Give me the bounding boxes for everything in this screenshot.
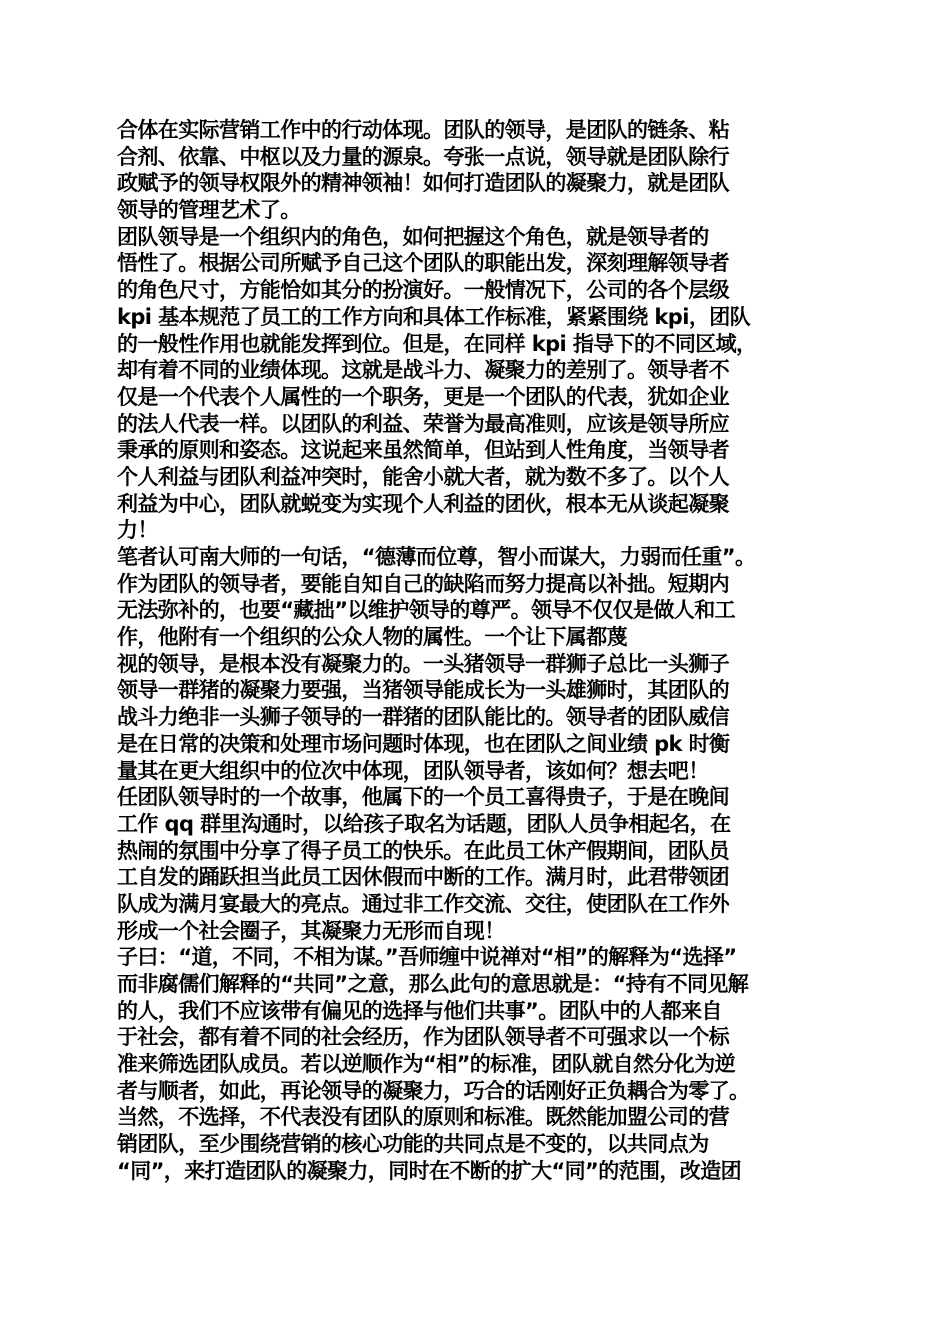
text-line: 销团队，至少围绕营销的核心功能的共同点是不变的，以共同点为	[117, 1132, 709, 1157]
text-line: 的角色尺寸，方能恰如其分的扮演好。一般情况下，公司的各个层级	[117, 278, 729, 303]
text-line: 悟性了。根据公司所赋予自己这个团队的职能出发，深刻理解领导者	[117, 251, 729, 276]
text-line: 笔者认可南大师的一句话，“德薄而位尊，智小而谋大，力弱而任重”。	[117, 545, 756, 569]
text-line: 个人利益与团队利益冲突时，能舍小就大者，就为数不多了。以个人	[117, 464, 729, 489]
text-line: 工作 qq 群里沟通时，以给孩子取名为话题，团队人员争相起名，在	[117, 811, 731, 836]
text-line: 量其在更大组织中的位次中体现，团队领导者，该如何？想去吧！	[117, 758, 709, 783]
text-line: 视的领导，是根本没有凝聚力的。一头猪领导一群狮子总比一头狮子	[117, 651, 729, 676]
text-line: 队成为满月宴最大的亮点。通过非工作交流、交往，使团队在工作外	[117, 891, 729, 916]
text-line: 仅是一个代表个人属性的一个职务，更是一个团队的代表，犹如企业	[117, 384, 729, 409]
text-line: 者与顺者，如此，再论领导的凝聚力，巧合的话刚好正负耦合为零了。	[117, 1078, 750, 1103]
text-line: 作，他附有一个组织的公众人物的属性。一个让下属都蔑	[117, 625, 627, 650]
text-line: 团队领导是一个组织内的角色，如何把握这个角色，就是领导者的	[117, 224, 709, 249]
text-line: 合剂、依靠、中枢以及力量的源泉。夸张一点说，领导就是团队除行	[117, 144, 729, 169]
text-line: “同”，来打造团队的凝聚力，同时在不断的扩大“同”的范围，改造团	[117, 1158, 742, 1183]
text-line: 无法弥补的，也要“藏拙”以维护领导的尊严。领导不仅仅是做人和工	[117, 598, 736, 623]
text-line: 利益为中心，团队就蜕变为实现个人利益的团伙，根本无从谈起凝聚	[117, 491, 729, 516]
body-text	[117, 117, 847, 1185]
text-line: 领导的管理艺术了。	[117, 198, 301, 223]
text-line: 政赋予的领导权限外的精神领袖！如何打造团队的凝聚力，就是团队	[117, 171, 729, 196]
text-line: 秉承的原则和姿态。这说起来虽然简单，但站到人性角度，当领导者	[117, 438, 729, 463]
text-line: 是在日常的决策和处理市场问题时体现，也在团队之间业绩 pk 时衡	[117, 731, 730, 756]
text-line: 作为团队的领导者，要能自知自己的缺陷而努力提高以补拙。短期内	[117, 571, 729, 596]
text-line: 子曰：“道，不同，不相为谋。”吾师缠中说禅对“相”的解释为“选择”	[117, 945, 737, 970]
text-line: 于社会，都有着不同的社会经历，作为团队领导者不可强求以一个标	[117, 1025, 729, 1050]
text-line: 工自发的踊跃担当此员工因休假而中断的工作。满月时，此君带领团	[117, 865, 729, 890]
text-line: 当然，不选择，不代表没有团队的原则和标准。既然能加盟公司的营	[117, 1105, 729, 1130]
text-line: kpi 基本规范了员工的工作方向和具体工作标准，紧紧围绕 kpi，团队	[117, 304, 751, 329]
text-line: 的一般性作用也就能发挥到位。但是，在同样 kpi 指导下的不同区域，	[117, 331, 757, 356]
text-line: 的法人代表一样。以团队的利益、荣誉为最高准则，应该是领导所应	[117, 411, 729, 436]
text-line: 合体在实际营销工作中的行动体现。团队的领导，是团队的链条、粘	[117, 118, 729, 142]
text-line: 而非腐儒们解释的“共同”之意，那么此句的意思就是：“持有不同见解	[117, 972, 749, 996]
text-line: 准来筛选团队成员。若以逆顺作为“相”的标准，团队就自然分化为逆	[117, 1052, 736, 1077]
text-line: 热闹的氛围中分享了得子员工的快乐。在此员工休产假期间，团队员	[117, 838, 729, 863]
text-line: 任团队领导时的一个故事，他属下的一个员工喜得贵子，于是在晚间	[117, 785, 729, 810]
text-line: 力！	[117, 518, 158, 543]
text-line: 战斗力绝非一头狮子领导的一群猪的团队能比的。领导者的团队威信	[117, 705, 729, 730]
text-line: 却有着不同的业绩体现。这就是战斗力、凝聚力的差别了。领导者不	[117, 358, 729, 383]
text-line: 领导一群猪的凝聚力要强，当猪领导能成长为一头雄狮时，其团队的	[117, 678, 729, 703]
text-line: 形成一个社会圈子，其凝聚力无形而自现！	[117, 918, 505, 943]
text-line: 的人，我们不应该带有偏见的选择与他们共事”。团队中的人都来自	[117, 998, 722, 1023]
